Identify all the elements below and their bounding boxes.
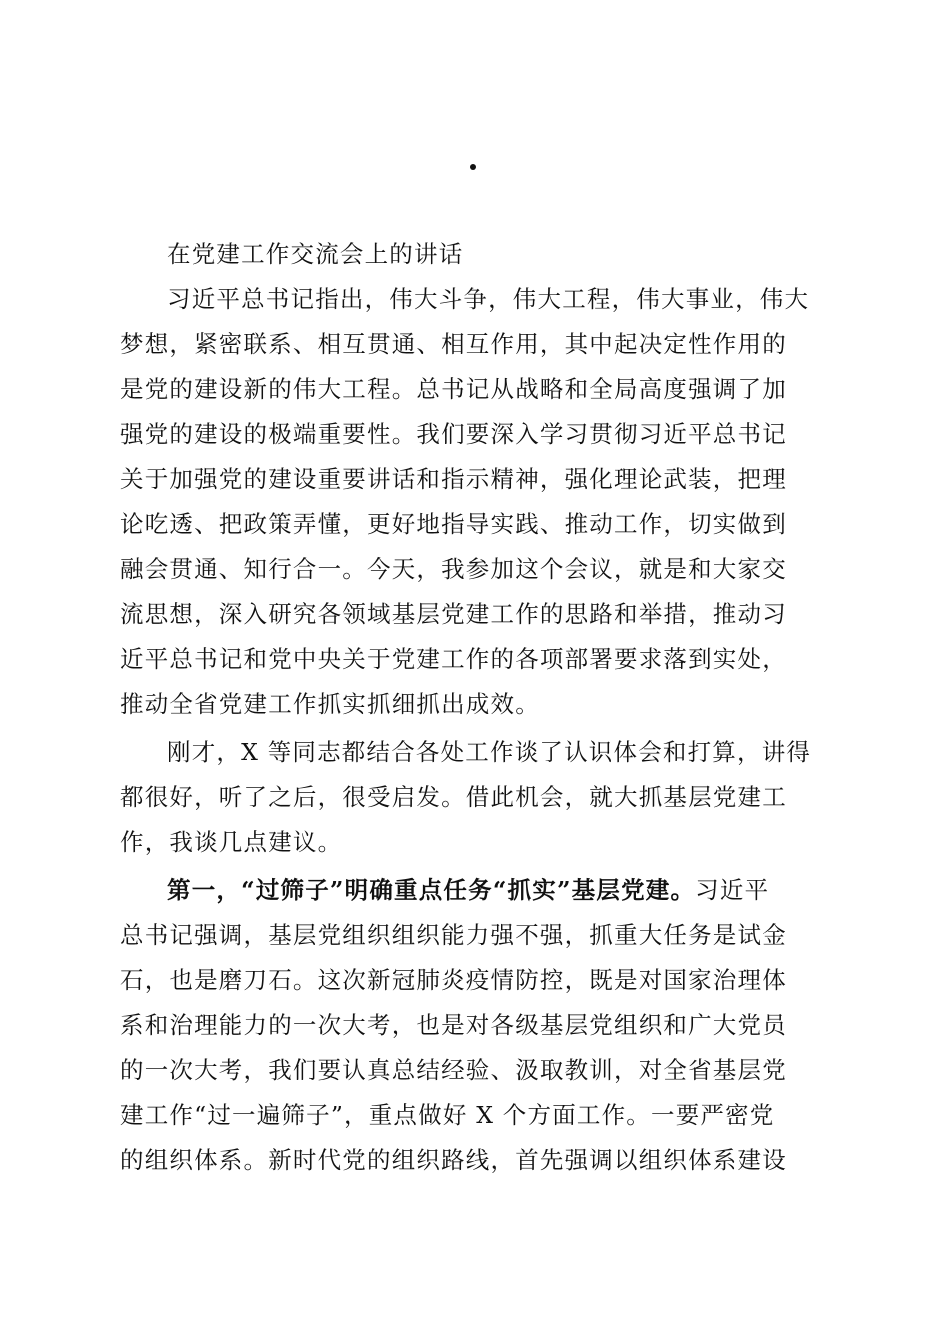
paragraph-2: 刚才，X 等同志都结合各处工作谈了认识体会和打算，讲得 都很好，听了之后，很受启发。借此机会，就大抓基层党建工 作，我谈几点建议。: [120, 738, 812, 856]
paragraph-3-body: 习近平 总书记强调，基层党组织组织能力强不强，抓重大任务是试金 石，也是磨刀石。这次新冠肺炎疫情防控，既是对国家治理体 系和治理能力的一次大考，也是对各级基层党组织和广大党员 的一次大考，我们要认真总结经验、汲取教训，对全省基层党 建工作“过一遍筛子”，重点做好 X 个方面工作。一要严密党 的组织体系。新时代党的组织路线，首先强调以组织体系建设: [120, 876, 787, 1174]
paragraph-3: [120, 868, 824, 1183]
speech-title: 在党建工作交流会上的讲话: [167, 240, 464, 268]
paragraph-1: 习近平总书记指出，伟大斗争，伟大工程，伟大事业，伟大 梦想，紧密联系、相互贯通、相互作用，其中起决定性作用的 是党的建设新的伟大工程。总书记从战略和全局高度强调了加 强党的建设的极端重要性。我们要深入学习贯彻习近平总书记 关于加强党的建设重要讲话和指示精神，强化理论武装，把理 论吃透、把政策弄懂，更好地指导实践、推动工作，切实做到 融会贯通、知行合一。今天，我参加这个会议，就是和大家交 流思想，深入研究各领域基层党建工作的思路和举措，推动习 近平总书记和党中央关于党建工作的各项部署要求落到实处， 推动全省党建工作抓实抓细抓出成效。: [120, 285, 810, 718]
document-body: [120, 232, 824, 1183]
paragraph-3-lead: 第一，“过筛子”明确重点任务“抓实”基层党建。: [167, 876, 696, 904]
header-dot-mark: [470, 164, 476, 170]
